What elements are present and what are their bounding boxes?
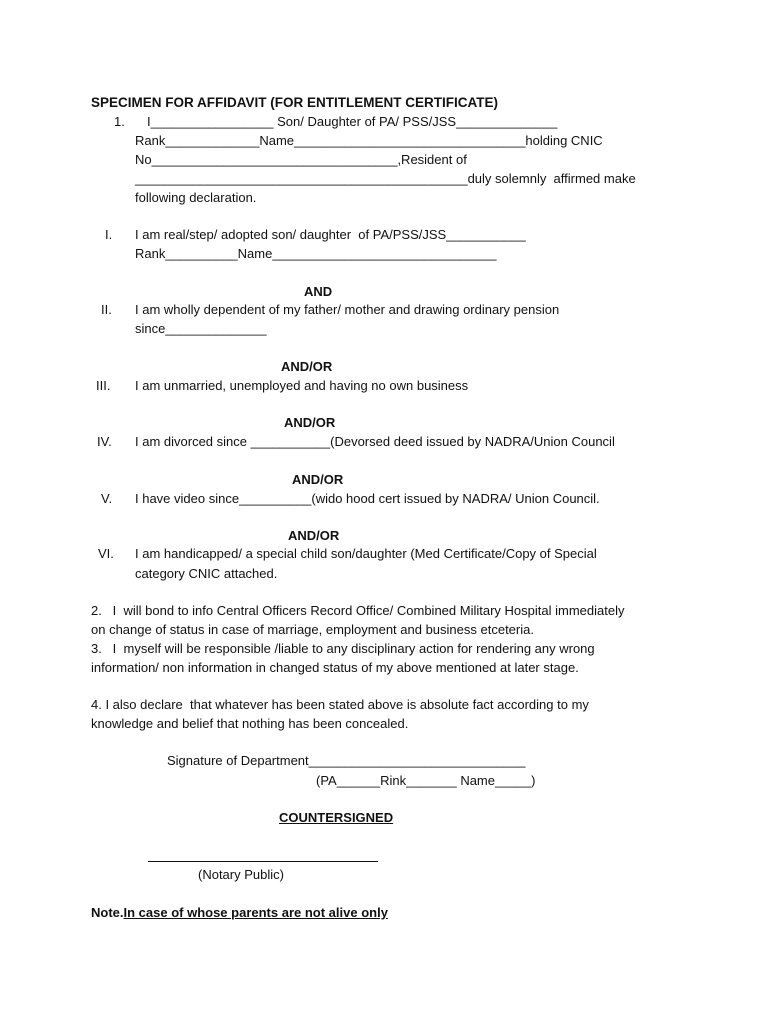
clause-i-numeral: I. — [105, 227, 113, 242]
clause-v-numeral: V. — [101, 491, 113, 506]
clause-ii-numeral: II. — [101, 302, 112, 317]
para1-line-3: No__________________________________,Resident of — [135, 152, 467, 167]
clause-iii-numeral: III. — [96, 378, 111, 393]
note-text: In case of whose parents are not alive only — [123, 905, 388, 920]
clause-vi-line-1: I am handicapped/ a special child son/daughter (Med Certificate/Copy of Special — [135, 546, 597, 561]
para1-number: 1. — [114, 114, 125, 129]
para3-line-2: information/ non information in changed status of my above mentioned at later stage. — [91, 660, 579, 675]
note-label: Note. — [91, 905, 124, 920]
clause-i-line-1: I am real/step/ adopted son/ daughter of PA/PSS/JSS___________ — [135, 227, 526, 242]
para4-line-2: knowledge and belief that nothing has been concealed. — [91, 716, 409, 731]
separator-and-or: AND/OR — [281, 359, 333, 374]
separator-and: AND — [304, 284, 333, 299]
clause-iii-line-1: I am unmarried, unemployed and having no own business — [135, 378, 469, 393]
countersigned-heading: COUNTERSIGNED — [279, 810, 394, 825]
clause-ii-line-1: I am wholly dependent of my father/ mother and drawing ordinary pension — [135, 302, 560, 317]
separator-and-or: AND/OR — [288, 528, 340, 543]
para1-line-4: ______________________________________________duly solemnly affirmed make — [135, 171, 636, 186]
signature-details: (PA______Rink_______ Name_____) — [316, 773, 536, 788]
para1-line-5: following declaration. — [135, 190, 257, 205]
note — [91, 905, 388, 921]
document-title: SPECIMEN FOR AFFIDAVIT (FOR ENTITLEMENT CERTIFICATE) — [91, 95, 498, 110]
clause-vi-line-2: category CNIC attached. — [135, 566, 278, 581]
clause-i-line-2: Rank__________Name_______________________________ — [135, 246, 497, 261]
signature-line: Signature of Department______________________________ — [167, 753, 526, 768]
clause-iv-numeral: IV. — [97, 434, 112, 449]
separator-and-or: AND/OR — [292, 472, 344, 487]
notary-signature-rule — [148, 861, 378, 862]
para2-line-1: 2. I will bond to info Central Officers Record Office/ Combined Military Hospital immediately — [91, 603, 625, 618]
para3-line-1: 3. I myself will be responsible /liable to any disciplinary action for rendering any wrong — [91, 641, 595, 656]
clause-iv-line-1: I am divorced since ___________(Devorsed deed issued by NADRA/Union Council — [135, 434, 615, 449]
separator-and-or: AND/OR — [284, 415, 336, 430]
para1-line-1: I_________________ Son/ Daughter of PA/ PSS/JSS______________ — [147, 114, 558, 129]
notary-label: (Notary Public) — [198, 867, 284, 882]
clause-vi-numeral: VI. — [98, 546, 114, 561]
para2-line-2: on change of status in case of marriage, employment and business etceteria. — [91, 622, 534, 637]
clause-ii-line-2: since______________ — [135, 321, 267, 336]
para1-line-2: Rank_____________Name________________________________holding CNIC — [135, 133, 603, 148]
clause-v-line-1: I have video since__________(wido hood cert issued by NADRA/ Union Council. — [135, 491, 600, 506]
para4-line-1: 4. I also declare that whatever has been stated above is absolute fact according to my — [91, 697, 589, 712]
